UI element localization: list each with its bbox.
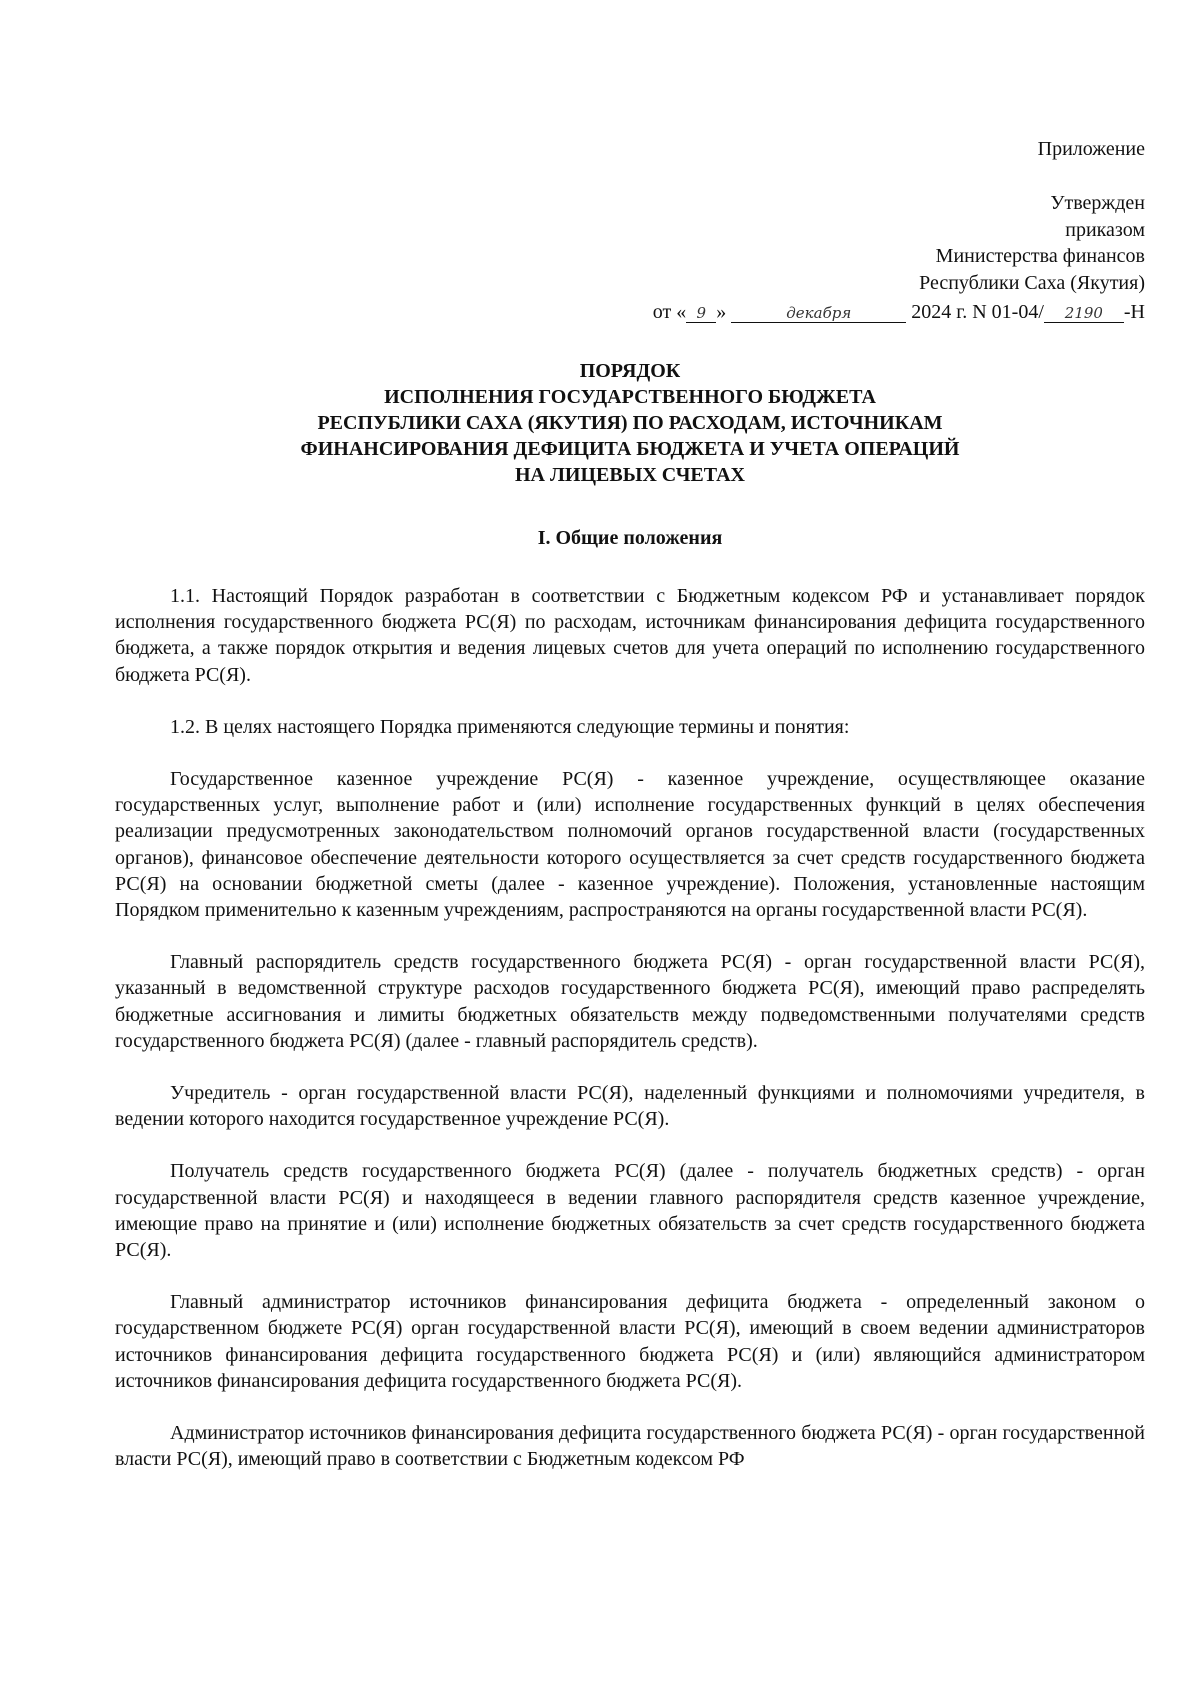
order-date-line [653,299,1145,325]
approval-line: Республики Саха (Якутия) [919,271,1145,294]
order-suffix: -Н [1123,301,1145,323]
title-line: ИСПОЛНЕНИЯ ГОСУДАРСТВЕННОГО БЮДЖЕТА [384,386,876,408]
paragraph: Администратор источников финансирования дефицита государственного бюджета РС(Я) - орган государственной власти РС(Я), имеющий право в соответствии с Бюджетным кодексом РФ [115,1422,1145,1471]
paragraph: Государственное казенное учреждение РС(Я) - казенное учреждение, осуществляющее оказание государственных услуг, выполнение работ и (или) исполнение государственных функций в целях обеспечения реализации предусмотренных законодательством полномочий органов государственной власти (государственных органов), финансовое обеспечение деятельности которого осуществляется за счет средств государственного бюджета РС(Я) на основании бюджетной сметы (далее - казенное учреждение). Положения, установленные настоящим Порядком применительно к казенным учреждениям, распространяются на органы государственной власти РС(Я). [115,768,1145,922]
date-year: 2024 г. N 01-04/ [911,301,1044,323]
paragraph: 1.1. Настоящий Порядок разработан в соответствии с Бюджетным кодексом РФ и устанавливает порядок исполнения государственного бюджета РС(Я) по расходам, источникам финансирования дефицита государственного бюджета, а также порядок открытия и ведения лицевых счетов для учета операций по исполнению государственного бюджета РС(Я). [115,585,1145,686]
appendix-text: Приложение [1037,138,1145,160]
paragraph: Учредитель - орган государственной власти РС(Я), наделенный функциями и полномочиями учредителя, в ведении которого находится государственное учреждение РС(Я). [115,1082,1145,1131]
approval-line: Министерства финансов [935,245,1145,267]
handwritten-month: декабря [731,304,906,323]
date-prefix: от « [652,301,687,323]
approval-line: Утвержден [1050,192,1145,214]
approval-block [919,190,1145,296]
date-mid: » [716,301,727,323]
paragraph: Главный администратор источников финансирования дефицита бюджета - определенный законом о государственном бюджете РС(Я) орган государственной власти РС(Я), имеющий в своем ведении администраторов источников финансирования дефицита государственного бюджета РС(Я) и (или) являющийся администратором источников финансирования дефицита государственного бюджета РС(Я). [115,1291,1145,1392]
handwritten-order-number: 2190 [1044,304,1124,323]
handwritten-day: 9 [686,304,716,323]
body-text [115,583,1145,1498]
paragraph: 1.2. В целях настоящего Порядка применяются следующие термины и понятия: [170,715,850,738]
title-line: РЕСПУБЛИКИ САХА (ЯКУТИЯ) ПО РАСХОДАМ, ИСТОЧНИКАМ [317,412,943,434]
section-heading: I. Общие положения [537,527,723,549]
document-title [0,358,1200,488]
paragraph: Получатель средств государственного бюджета РС(Я) (далее - получатель бюджетных средств) - орган государственной власти РС(Я) и находящееся в ведении главного распорядителя средств казенное учреждение, имеющие право на принятие и (или) исполнение бюджетных обязательств за счет средств государственного бюджета РС(Я). [115,1160,1145,1262]
appendix-label [1038,136,1145,163]
paragraph: Главный распорядитель средств государственного бюджета РС(Я) - орган государственной власти РС(Я), указанный в ведомственной структуре расходов государственного бюджета РС(Я), имеющий право распределять бюджетные ассигнования и лимиты бюджетных обязательств между подведомственными получателями средств государственного бюджета РС(Я) (далее - главный распорядитель средств). [115,951,1145,1052]
title-line: ФИНАНСИРОВАНИЯ ДЕФИЦИТА БЮДЖЕТА И УЧЕТА ОПЕРАЦИЙ [300,438,960,460]
title-line: ПОРЯДОК [579,360,681,382]
approval-line: приказом [1065,218,1145,241]
title-line: НА ЛИЦЕВЫХ СЧЕТАХ [515,464,745,486]
